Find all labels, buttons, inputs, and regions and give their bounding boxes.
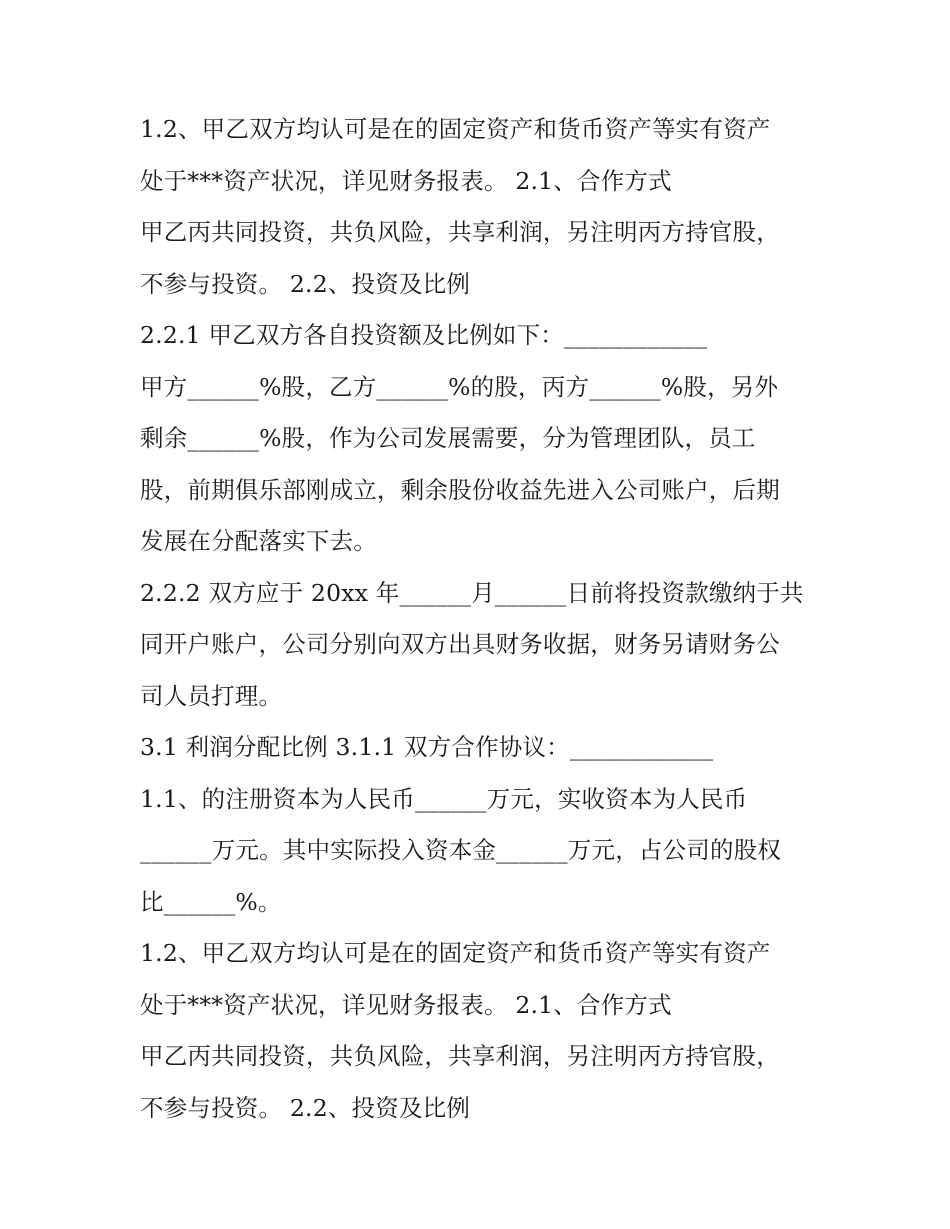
- text-line: 甲方______%股，乙方______%的股，丙方______%股，另外: [140, 372, 779, 401]
- text-line: 不参与投资。 2.2、投资及比例: [140, 1093, 471, 1122]
- text-line: 3.1 利润分配比例 3.1.1 双方合作协议：____________: [140, 733, 714, 761]
- text-line: 比______%。: [140, 887, 282, 916]
- text-line: 处于***资产状况，详见财务报表。 2.1、合作方式: [140, 990, 672, 1019]
- text-line: 1.2、甲乙双方均认可是在的固定资产和货币资产等实有资产: [140, 939, 771, 967]
- document-body: [140, 104, 830, 1134]
- text-line: 发展在分配落实下去。: [140, 527, 377, 555]
- text-line: 甲乙丙共同投资，共负风险，共享利润，另注明丙方持官股，: [140, 1042, 780, 1070]
- text-line: 2.2.1 甲乙双方各自投资额及比例如下：____________: [140, 321, 708, 349]
- text-line: 处于***资产状况，详见财务报表。 2.1、合作方式: [140, 166, 672, 195]
- text-line: 司人员打理。: [140, 681, 283, 710]
- text-line: 1.1、的注册资本为人民币______万元，实收资本为人民币: [140, 784, 748, 813]
- text-line: 股，前期俱乐部刚成立，剩余股份收益先进入公司账户，后期: [140, 475, 780, 504]
- text-line: ______万元。其中实际投入资本金______万元，占公司的股权: [140, 836, 782, 864]
- text-line: 1.2、甲乙双方均认可是在的固定资产和货币资产等实有资产: [140, 115, 771, 143]
- text-line: 不参与投资。 2.2、投资及比例: [140, 269, 471, 298]
- text-line: 2.2.2 双方应于 20xx 年______月______日前将投资款缴纳于共: [140, 578, 804, 607]
- text-line: 同开户账户，公司分别向双方出具财务收据，财务另请财务公: [140, 630, 780, 658]
- text-line: 剩余______%股，作为公司发展需要，分为管理团队，员工: [140, 424, 756, 452]
- text-line: 甲乙丙共同投资，共负风险，共享利润，另注明丙方持官股，: [140, 218, 780, 246]
